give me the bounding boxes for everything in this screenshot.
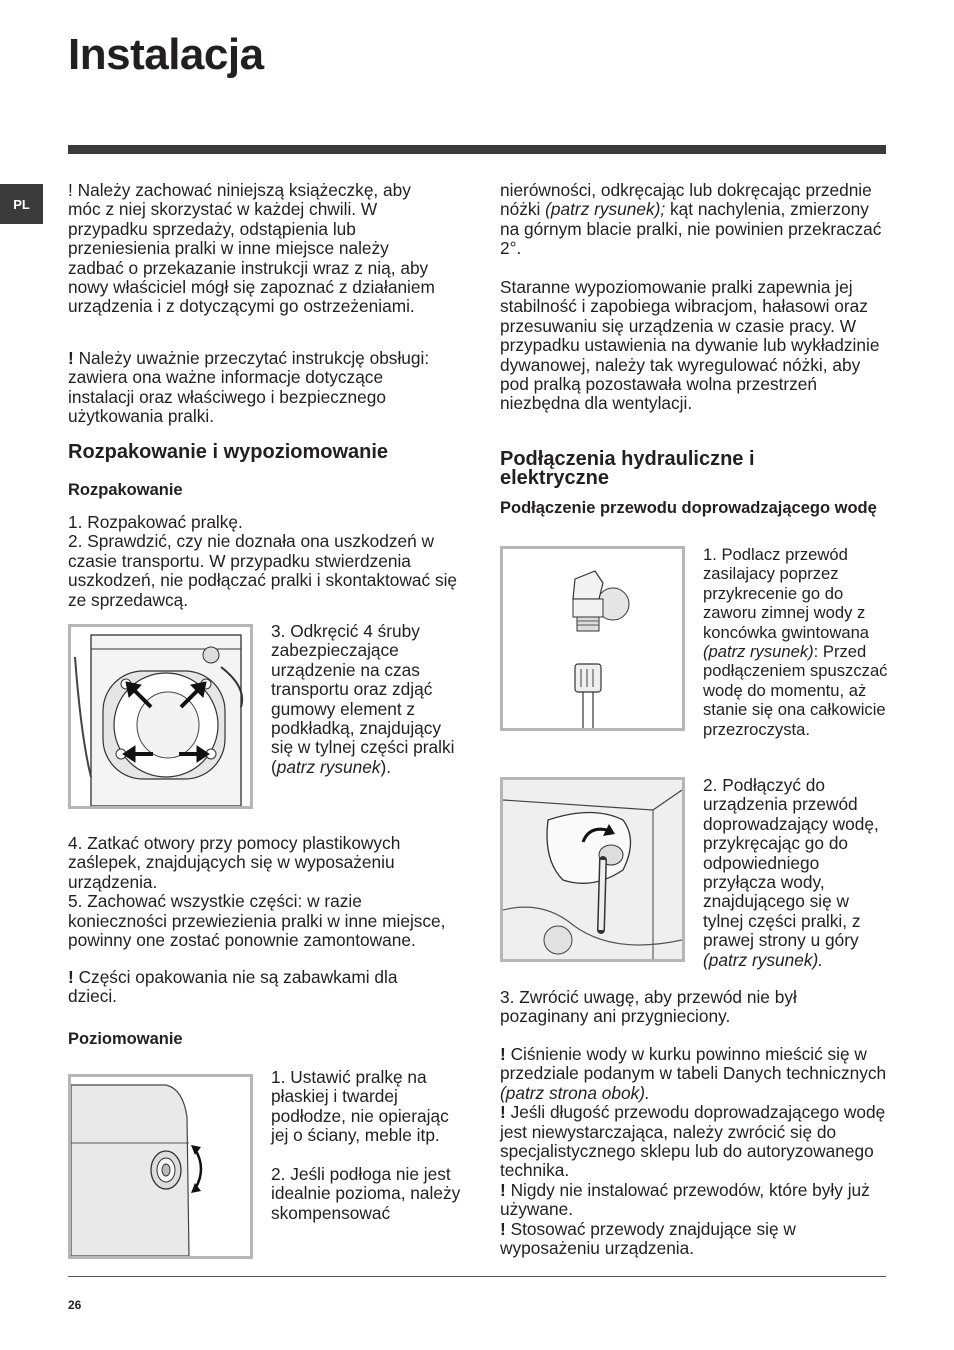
leveling-continued: nierówności, odkręcając lub dokręcając przednie nóżki (patrz rysunek); kąt nachylenia, zmierzony na górnym blacie pralki, nie powinien przekraczać 2°. <box>500 180 882 259</box>
page-number: 26 <box>68 1298 82 1312</box>
section-title-unpacking: Rozpakowanie i wypoziomowanie <box>68 441 389 463</box>
water-warnings: ! Ciśnienie wody w kurku powinno mieścić się w przedziale podanym w tabeli Danych technicznych (patrz strona obok). ! Jeśli długość przewodu doprowadzającego wodę jest niewystarczająca, należy zwrócić się do specjalistycznego sklepu lub do autoryzowanego technika. ! Nigdy nie instalować przewodów, które były już używane. ! Stosować przewody znajdujące się w wyposażeniu urządzenia. <box>500 1044 887 1259</box>
title-rule <box>68 145 886 154</box>
figure-transport-bolts <box>68 624 253 809</box>
section-title-connections: Podłączenia hydrauliczne i elektryczne <box>500 448 755 489</box>
unpacking-steps-4-5: 4. Zatkać otwory przy pomocy plastikowych zaślepek, znajdujących się w wyposażeniu urządzenia. 5. Zachować wszystkie części: w razie konieczności przewiezienia pralki w inne miejsce, powinny one zostać ponownie zamontowane. <box>68 833 446 951</box>
subheading-water-inlet: Podłączenie przewodu doprowadzającego wodę <box>500 499 877 517</box>
leveling-paragraph: Staranne wypoziomowanie pralki zapewnia jej stabilność i zapobiega wibracjom, hałasowi oraz przesuwaniu się urządzenia w czasie pracy. W przypadku ustawienia na dywanie lub wykładzinie dywanowej, należy tak wyregulować nóżki, aby pod pralką pozostawała wolna przestrzeń niezbędna dla wentylacji. <box>500 277 880 414</box>
leveling-steps: 1. Ustawić pralkę na płaskiej i twardej podłodze, nie opierając jej o ściany, meble itp. 2. Jeśli podłoga nie jest idealnie pozioma, należy skompensować <box>271 1067 461 1223</box>
footer-rule <box>68 1276 886 1277</box>
page-title: Instalacja <box>68 30 264 79</box>
tap-illustration <box>503 549 682 728</box>
unpacking-steps-1-2: 1. Rozpakować pralkę. 2. Sprawdzić, czy nie doznała ona uszkodzeń w czasie transportu. W przypadku stwierdzenia uszkodzeń, nie podłączać pralki i skontaktować się ze sprzedawcą. <box>68 512 458 610</box>
water-step-2: 2. Podłączyć do urządzenia przewód doprowadzający wodę, przykręcając go do odpowiedniego przyłącza wody, znajdującego się w tylnej części pralki, z prawej strony u góry (patrz rysunek). <box>703 775 879 970</box>
figure-leveling-foot <box>68 1074 253 1259</box>
unpacking-step-3: 3. Odkręcić 4 śruby zabezpieczające urządzenie na czas transportu oraz zdjąć gumowy element z podkładką, znajdujący się w tylnej części pralki (patrz rysunek). <box>271 621 455 777</box>
warning-mark: ! <box>68 348 74 368</box>
leveling-foot-illustration <box>71 1077 250 1256</box>
subheading-unpacking: Rozpakowanie <box>68 481 183 499</box>
intro-note-1: ! Należy zachować niniejszą książeczkę, aby móc z niej skorzystać w każdej chwili. W przypadku sprzedaży, odstąpienia lub przeniesienia pralki w inne miejsce należy zadbać o przekazanie instrukcji wraz z nią, aby nowy właściciel mógł się zapoznać z działaniem urządzenia i z dotyczącymi go ostrzeżeniami. <box>68 180 435 317</box>
intro-note-2: ! Należy uważnie przeczytać instrukcję obsługi: zawiera ona ważne informacje dotyczące instalacji oraz właściwego i bezpiecznego użytkowania pralki. <box>68 348 430 427</box>
packaging-warning: ! Części opakowania nie są zabawkami dla dzieci. <box>68 967 398 1007</box>
inlet-illustration <box>503 780 682 959</box>
figure-tap-connection <box>500 546 685 731</box>
washer-back-illustration <box>71 627 250 806</box>
water-step-3: 3. Zwrócić uwagę, aby przewód nie był pozaginany ani przygnieciony. <box>500 987 797 1027</box>
subheading-leveling: Poziomowanie <box>68 1030 183 1048</box>
water-step-1: 1. Podlacz przewód zasilajacy poprzez przykrecenie go do zaworu zimnej wody z koncówka gwintowana (patrz rysunek): Przed podłączeniem spuszczać wodę do momentu, aż stanie się ona całkowicie przezroczysta. <box>703 545 888 739</box>
language-tab: PL <box>0 184 43 224</box>
figure-inlet-connection <box>500 777 685 962</box>
